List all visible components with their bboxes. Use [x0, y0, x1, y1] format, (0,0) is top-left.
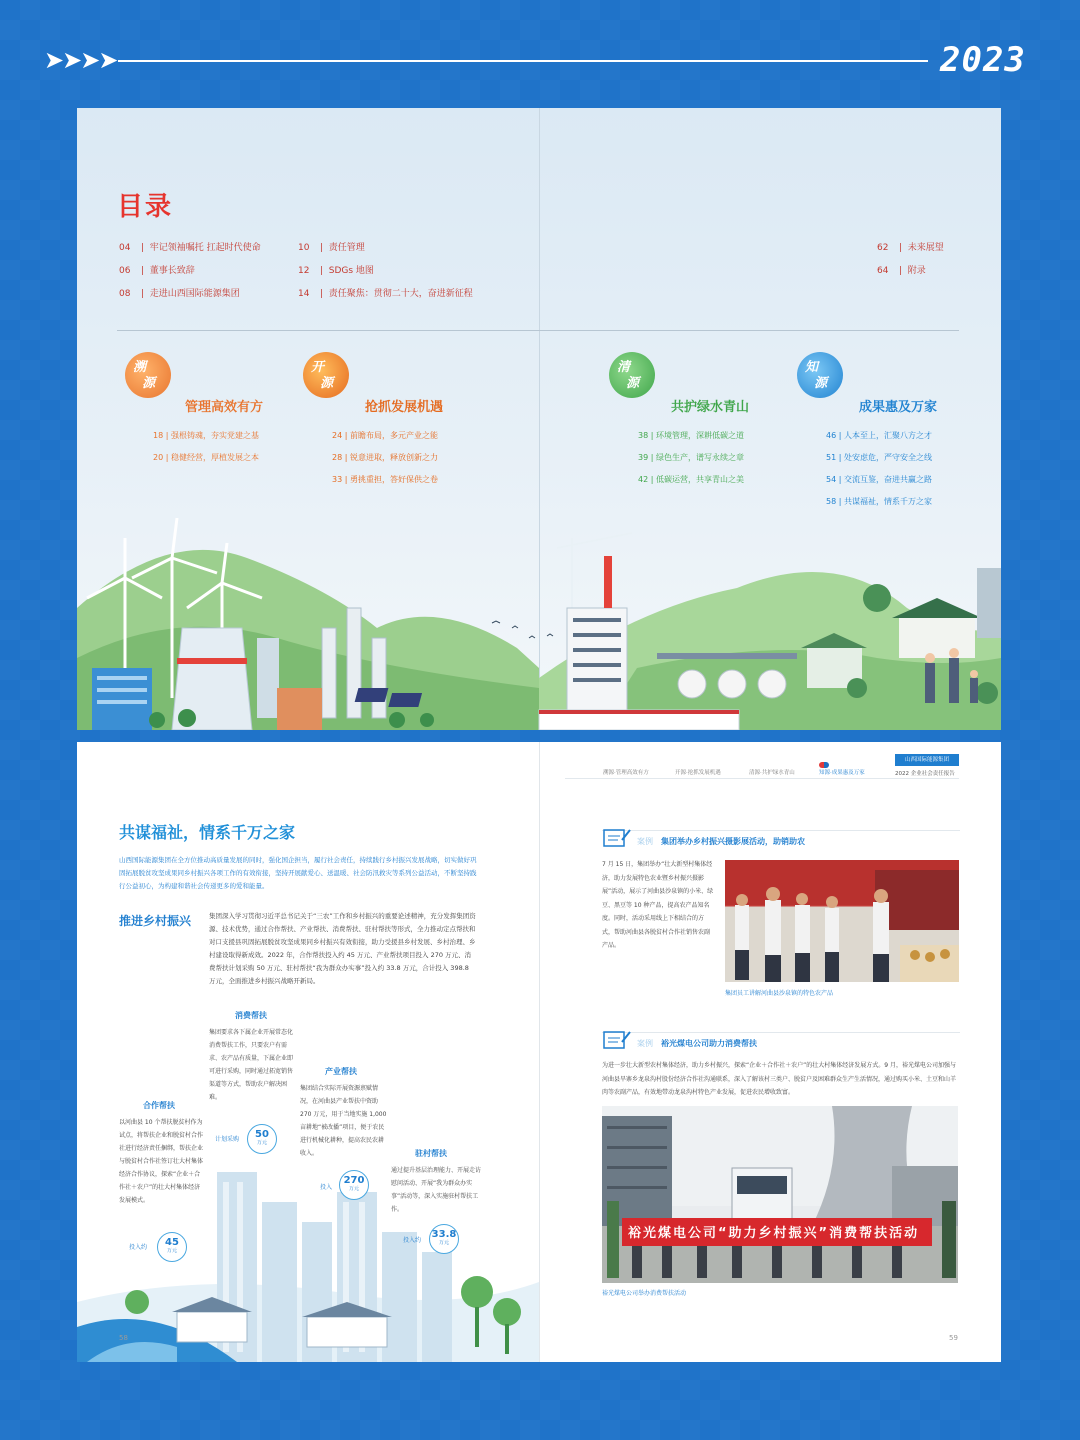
nav-tab[interactable]: 开源·抢抓发展机遇	[675, 770, 721, 776]
section-item[interactable]: 46 | 人本至上，汇聚八方之才	[826, 431, 932, 440]
content-spread	[77, 742, 1001, 1362]
header-rule	[565, 778, 959, 779]
circle-label: 投入	[320, 1184, 333, 1191]
toc-item[interactable]: 04 | 牢记领袖嘱托 扛起时代使命	[119, 243, 261, 253]
arrow-decoration-icon: ➤ ➤ ➤ ➤	[44, 46, 119, 74]
report-name: 2022 企业社会责任报告	[895, 771, 955, 777]
header	[0, 0, 1080, 108]
section-badge-qingyuan: 清 源	[609, 352, 655, 398]
section-item[interactable]: 38 | 环境管理，深耕低碳之道	[638, 431, 744, 440]
case-tag: 案例	[637, 837, 653, 846]
section-item[interactable]: 42 | 低碳运营，共享青山之美	[638, 475, 744, 484]
nav-tab-active[interactable]: 知源·成果惠及万家	[819, 770, 865, 776]
toc-item[interactable]: 62 | 未来展望	[877, 243, 944, 253]
section-title[interactable]: 抢抓发展机遇	[365, 400, 444, 415]
industrial-landscape-illustration	[77, 488, 1001, 730]
toc-item[interactable]: 14 | 责任聚焦：贯彻二十大，奋进新征程	[298, 289, 473, 299]
toc-spread	[77, 108, 1001, 730]
photo-caption: 集团员工讲解河曲县沙泉镇的特色农产品	[725, 990, 834, 997]
case-text: 为进一步壮大新型农村集体经济，助力乡村振兴，探索“企业＋合作社＋农户”的壮大村集体经济发展方式。9 月，裕光煤电公司加强与河曲县旱寨乡龙泉沟村股份经济合作社沟通联系，深入了解该村三类户、脱贫户及困难群众生产生活情况，通过购买小米、土豆和山羊肉等农副产品，有效地带动龙泉沟村特色产业发展，促进农民增收致富。	[602, 1062, 957, 1096]
header-rule	[118, 60, 928, 62]
page-number: 59	[949, 1334, 958, 1342]
case-title: 裕光煤电公司助力消费帮扶	[661, 1039, 757, 1048]
report-year: 2023	[940, 40, 1026, 80]
section-item[interactable]: 33 | 勇挑重担，答好保供之卷	[332, 475, 438, 484]
toc-item[interactable]: 12 | SDGs 地图	[298, 266, 374, 276]
circle-label: 投入约	[403, 1237, 422, 1244]
nav-tab[interactable]: 清源·共护绿水青山	[749, 770, 795, 776]
section-badge-zhiyuan: 知 源	[797, 352, 843, 398]
section-title[interactable]: 管理高效有方	[185, 400, 264, 415]
case-photo-consumption-event	[602, 1106, 958, 1283]
section-item[interactable]: 39 | 绿色生产，谱写永续之章	[638, 453, 744, 462]
stat-circle: 45 万元	[157, 1232, 187, 1262]
section-badge-suyuan: 溯 源	[125, 352, 171, 398]
block-text: 集团要求各下属企业开展常态化消费帮扶工作，只要农户有需求、农产品有质量，下属企业即可进行采购，同时通过拓宽销售渠道等方式，帮助农户解决困难。	[209, 1029, 294, 1101]
block-title: 驻村帮扶	[415, 1149, 447, 1158]
toc-item[interactable]: 10 | 责任管理	[298, 243, 365, 253]
page-title: 共谋福祉，情系千万之家	[119, 823, 296, 842]
stat-circle: 50 万元	[247, 1124, 277, 1154]
section-item[interactable]: 58 | 共谋福祉，情系千万之家	[826, 497, 932, 506]
case-tag: 案例	[637, 1039, 653, 1048]
section-item[interactable]: 54 | 交流互鉴，奋进共赢之路	[826, 475, 932, 484]
block-text: 集团结合实际开展资源禀赋情况，在河曲县产业帮扶中资助 270 万元，用于当地实施 1,000 亩耕地“被改播”项目，便于农民进行机械化耕种，提高农民农耕收入。	[300, 1085, 387, 1157]
section-item[interactable]: 20 | 稳健经营，厚植发展之本	[153, 453, 259, 462]
toc-item[interactable]: 06 | 董事长致辞	[119, 266, 195, 276]
circle-label: 投入约	[129, 1244, 148, 1251]
section-badge-kaiyuan: 开 源	[303, 352, 349, 398]
block-title: 消费帮扶	[235, 1011, 267, 1020]
subsection-body: 集团深入学习贯彻习近平总书记关于“三农”工作和乡村振兴的重要论述精神，充分发挥集团资源、技术优势，通过合作帮扶、产业帮扶、消费帮扶、驻村帮扶等形式，全力推动定点帮扶和对口支援县巩固拓展脱贫攻坚成果同乡村振兴有效衔接，助力受援县乡村发展、乡村治理、乡村建设取得新成效。2022 年，合作帮扶投入约 45 万元、产业帮扶项目投入 270 万元、消费帮扶计划采购 50 万元、驻村帮扶“我为群众办实事”投入约 33.8 万元，合计投入 398.8 万元，全面推进乡村振兴战略开新局。	[209, 912, 476, 985]
block-text: 通过提升基层治理能力、开展走访慰问活动、开展“我为群众办实事”活动等，深入实施驻村帮扶工作。	[391, 1167, 482, 1213]
toc-item[interactable]: 08 | 走进山西国际能源集团	[119, 289, 240, 299]
case-title: 集团举办乡村振兴摄影展活动，助销助农	[661, 837, 805, 846]
circle-label: 计划采购	[215, 1136, 240, 1143]
toc-divider	[117, 330, 959, 331]
case-text: 7 月 15 日，集团举办“壮大新型村集体经济，助力发展特色农业暨乡村振兴摄影展”活动，展示了河曲县沙泉镇的小米、绿豆、黑豆等 10 种产品，提高农产品知名度。同时，活动采用线上下相结合的方式，帮助河曲县各脱贫村合作社销售农副产品。	[602, 861, 714, 949]
toc-item[interactable]: 64 | 附录	[877, 266, 926, 276]
nav-tab[interactable]: 溯源·管理高效有方	[603, 770, 649, 776]
case-clipboard-icon	[602, 1028, 632, 1050]
case-rule	[602, 1032, 960, 1033]
section-title[interactable]: 成果惠及万家	[859, 400, 938, 415]
block-text: 以河曲县 10 个帮扶脱贫村作为试点，将帮扶企业和脱贫村合作社进行经济责任捆绑，帮扶企业与脱贫村合作社签订壮大村集体经济合作协议，探索“企业＋合作社＋农户”的壮大村集体经济发展模式。	[119, 1119, 204, 1204]
intro-paragraph: 山西国际能源集团在全方位推动高质量发展的同时，强化国企担当，履行社会责任，持续践行乡村振兴发展战略，切实做好巩固拓展脱贫攻坚成果同乡村振兴各项工作的有效衔接，坚持开展献爱心、送温暖、社会防汛救灾等系列公益活动，不断坚持践行公益初心，为构建和谐社会传递更多的爱和能量。	[119, 856, 477, 890]
event-banner-text: 裕光煤电公司“助力乡村振兴”消费帮扶活动	[628, 1226, 920, 1241]
brand-logo-icon	[819, 762, 829, 768]
section-title[interactable]: 共护绿水青山	[671, 400, 750, 415]
case-photo-exhibition	[725, 860, 959, 982]
section-item[interactable]: 51 | 处安虑危，严守安全之线	[826, 453, 932, 462]
block-title: 产业帮扶	[325, 1067, 357, 1076]
case-rule	[602, 830, 960, 831]
section-item[interactable]: 28 | 锐意进取，释放创新之力	[332, 453, 438, 462]
stat-circle: 33.8 万元	[429, 1224, 459, 1254]
page-fold	[539, 742, 540, 1362]
toc-title: 目录	[117, 192, 174, 222]
block-title: 合作帮扶	[143, 1101, 175, 1110]
stat-circle: 270 万元	[339, 1170, 369, 1200]
photo-caption: 裕光煤电公司举办消费帮扶活动	[602, 1290, 687, 1297]
page-number: 58	[119, 1334, 128, 1342]
section-item[interactable]: 18 | 强根铸魂，夯实党建之基	[153, 431, 259, 440]
subsection-title: 推进乡村振兴	[119, 914, 192, 928]
brand-tag: 山西国际能源集团	[895, 754, 959, 766]
case-clipboard-icon	[602, 826, 632, 848]
section-item[interactable]: 24 | 前瞻布局，多元产业之能	[332, 431, 438, 440]
